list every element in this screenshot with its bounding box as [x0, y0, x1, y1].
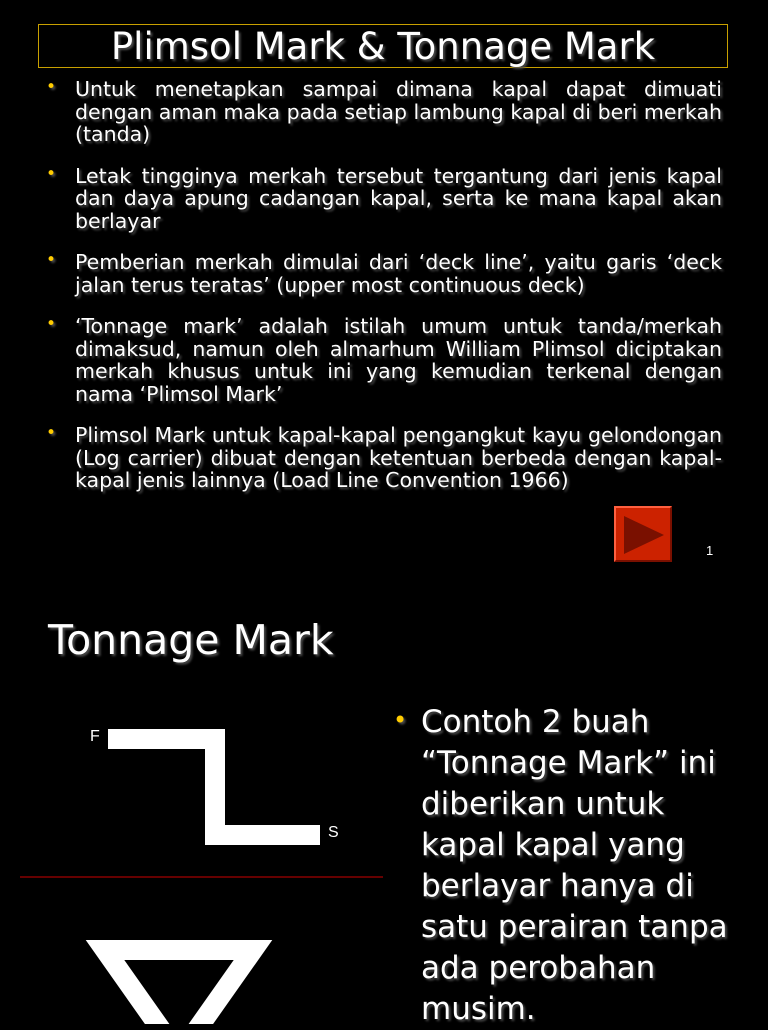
page-number: 1: [706, 543, 714, 558]
bullet-item: • Plimsol Mark untuk kapal-kapal pengangkut kayu gelondongan (Log carrier) dibuat dengan ketentuan berbeda dengan kapal-kapal jenis lainnya (Load Line Convention 1966): [44, 424, 722, 492]
bullet-list: [393, 702, 738, 1030]
play-icon: [616, 508, 670, 560]
bullet-item: • Contoh 2 buah “Tonnage Mark” ini diberikan untuk kapal kapal yang berlayar hanya di satu perairan tanpa ada perobahan musim.: [393, 702, 738, 1030]
next-slide-button[interactable]: [614, 506, 672, 562]
triangle-mark: [105, 950, 253, 1024]
tonnage-mark-diagram: [0, 585, 390, 1024]
slide-2: [0, 585, 768, 1027]
slide-title: Plimsol Mark & Tonnage Mark: [110, 25, 656, 68]
bullet-item: • ‘Tonnage mark’ adalah istilah umum untuk tanda/merkah dimaksud, namun oleh almarhum William Plimsol diciptakan merkah khusus untuk ini yang kemudian terkenal dengan nama ‘Plimsol Mark’: [44, 315, 722, 405]
bullet-item: • Letak tingginya merkah tersebut tergantung dari jenis kapal dan daya apung cadangan kapal, serta ke mana kapal akan berlayar: [44, 165, 722, 233]
label-f: F: [90, 728, 100, 745]
bullet-list: [44, 78, 722, 511]
label-s: S: [328, 824, 339, 841]
bullet-item: • Pemberian merkah dimulai dari ‘deck line’, yaitu garis ‘deck jalan terus teratas’ (upper most continuous deck): [44, 251, 722, 296]
tonnage-mark-step-line: [108, 739, 320, 835]
title-box: [38, 24, 728, 68]
bullet-item: • Untuk menetapkan sampai dimana kapal dapat dimuati dengan aman maka pada setiap lambung kapal di beri merkah (tanda): [44, 78, 722, 146]
slide-title: Tonnage Mark: [48, 616, 334, 664]
